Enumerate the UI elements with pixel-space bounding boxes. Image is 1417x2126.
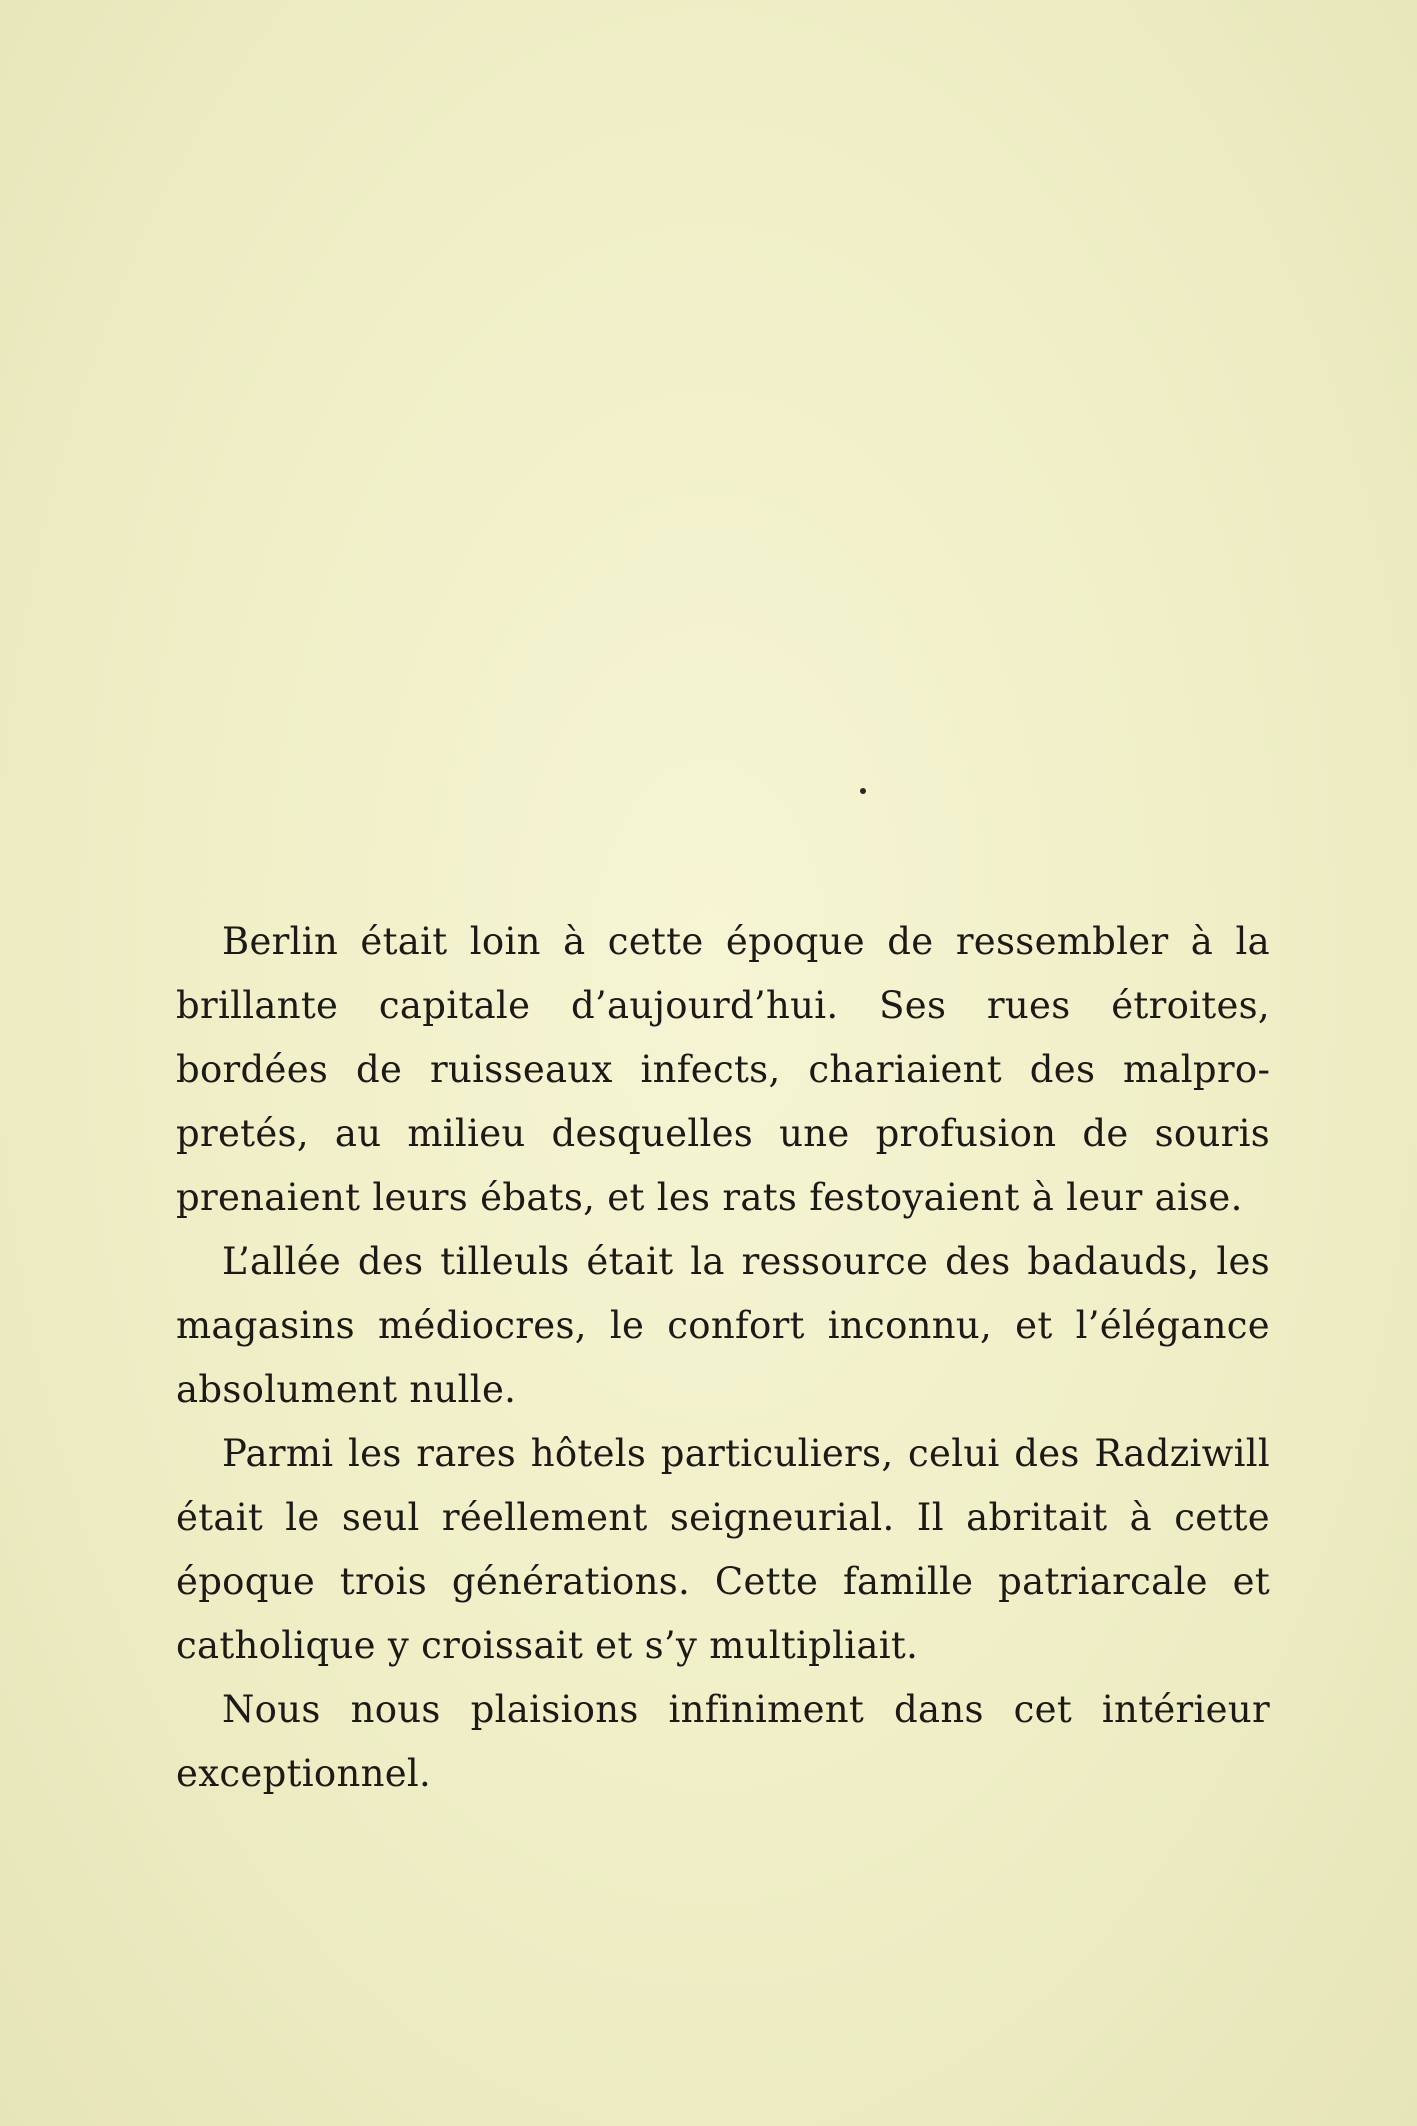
- paragraph-1: Berlin était loin à cette époque de ressembler à la brillante capitale d’aujourd’hui. Ses rues étroites, bordées de ruisseaux infects, chariaient des malpropretés, au milieu desquelles une profusion de souris prenaient leurs ébats, et les rats festoyaient à leur aise.: [176, 920, 1270, 1219]
- page-speck: [860, 788, 866, 794]
- paragraph-2: L’allée des tilleuls était la ressource des badauds, les magasins médiocres, le confort inconnu, et l’élégance absolument nulle.: [176, 1240, 1270, 1411]
- paragraph-3: Parmi les rares hôtels particuliers, celui des Radziwill était le seul réellement seigneurial. Il abritait à cette époque trois générations. Cette famille patriarcale et catholique y croissait et s’y multipliait.: [176, 1432, 1270, 1667]
- paragraph-4: Nous nous plaisions infiniment dans cet intérieur exceptionnel.: [176, 1688, 1270, 1795]
- body-text: [176, 910, 1270, 1806]
